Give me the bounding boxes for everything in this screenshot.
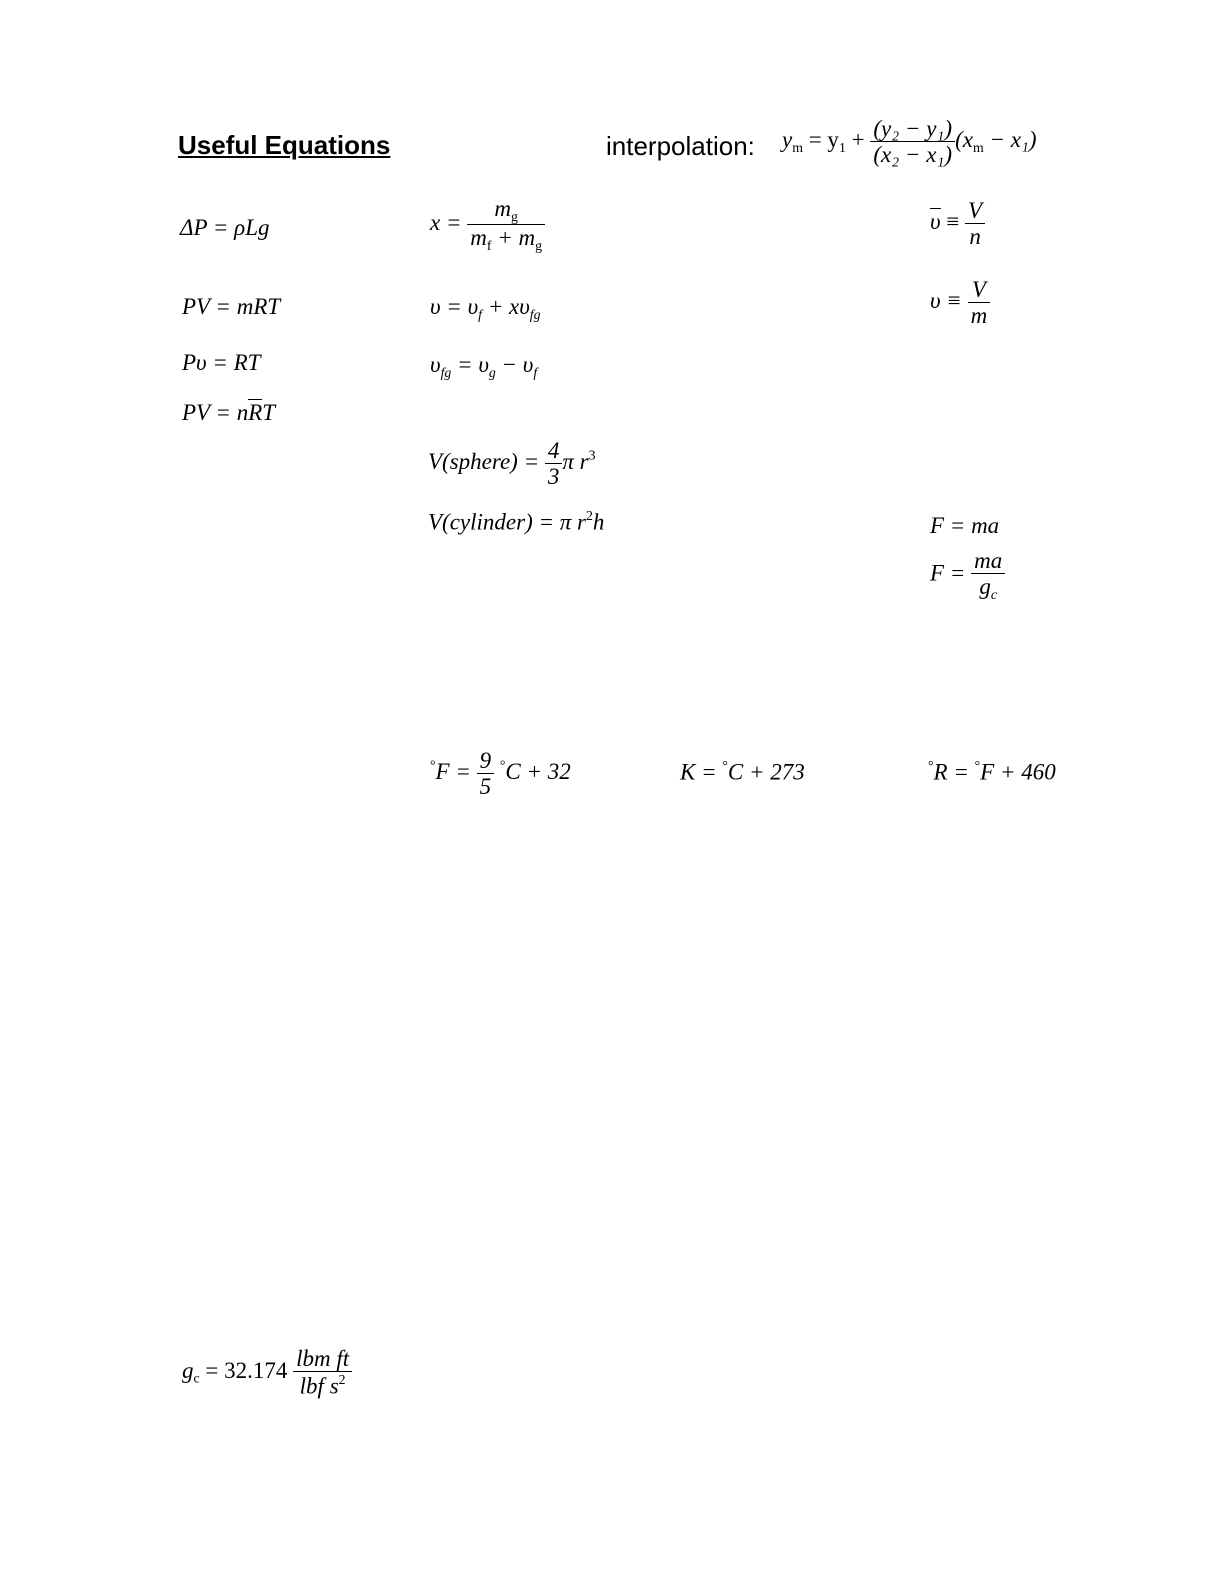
page-title: Useful Equations	[178, 130, 391, 160]
newton-second-law: F = ma	[930, 513, 1000, 538]
rankine-conversion: °R = °F + 460	[928, 758, 1056, 785]
hydrostatic-equation: ΔP = ρLg	[180, 215, 270, 240]
molar-specific-volume-equation: υ ≡ $\frac{V}{n}$	[930, 198, 985, 250]
interpolation-fraction: $\frac{\text{(y₂ − y₁)}}{\text{(x₂ − x₁)}}$	[870, 116, 955, 168]
gc-constant: $g_c = 32.174$ $\frac{\text{lbm ft}}{lbf s^2}$	[182, 1346, 352, 1399]
ideal-gas-molar-equation: PV = nRT	[182, 400, 276, 425]
specific-volume-definition: υ ≡ $\frac{V}{m}$	[930, 277, 990, 329]
vfg-equation: $\upsilon_{fg} = \upsilon_g - \upsilon_f$	[430, 352, 538, 380]
cylinder-volume-equation: V(cylinder) = π $r^2h$	[428, 508, 605, 535]
sphere-volume-equation: V(sphere) = $\frac{4}{3}$ π $r^3$	[428, 438, 596, 490]
kelvin-conversion: K = °C + 273	[680, 758, 805, 785]
ideal-gas-specific-volume-equation: Pυ = RT	[182, 350, 261, 375]
quality-equation: x = $\frac{m_g}{m_f + m_g}$	[430, 196, 545, 253]
interpolation-equation: $y_m = y_1$ + $\frac{\text{(y₂ − y₁)}}{\text{(x₂ − x₁)}}$ $(x_m - x_1)$	[782, 116, 1037, 168]
specific-volume-mixture-equation: $\upsilon = \upsilon_f + x\upsilon_{fg}$	[430, 294, 541, 322]
fahrenheit-conversion: °F = $\frac{9}{5}$ °C + 32	[430, 748, 571, 800]
interpolation-label: interpolation:	[606, 131, 755, 161]
newton-gc-equation: F = $\frac{ma}{g_c}$	[930, 548, 1005, 602]
ideal-gas-mass-equation: PV = mRT	[182, 294, 281, 319]
